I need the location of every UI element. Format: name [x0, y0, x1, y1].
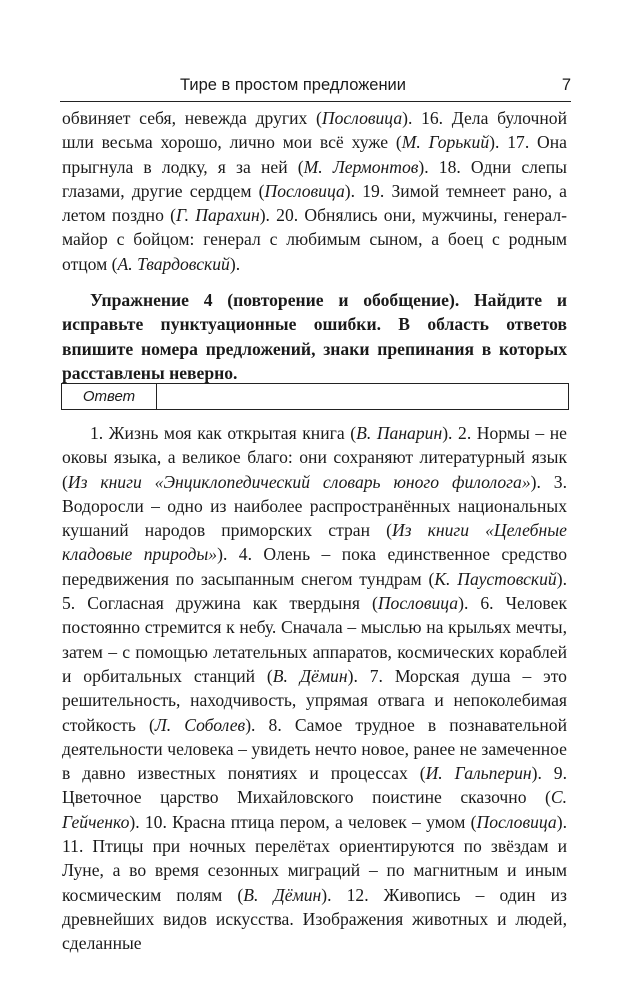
text-segment: ). 10. Красна птица пером, а человек – умом (: [129, 811, 477, 832]
citation-source: Г. Парахин: [175, 205, 260, 226]
answer-label: Ответ: [62, 384, 157, 409]
header-rule: [60, 101, 571, 102]
text-segment: ).: [229, 253, 241, 274]
text-segment: ). 12. Живопись – один из древнейших видов искусства. Изображения животных и людей, сделанные: [62, 884, 567, 954]
page-number: 7: [561, 76, 571, 94]
text-segment: ). 7. Морская душа – это решительность, находчивость, упрямая отвага и непоколебимая стойкость (: [62, 665, 567, 735]
answer-field[interactable]: [157, 384, 568, 409]
exercise-sentences: [62, 421, 567, 956]
citation-source: Пословица: [264, 180, 345, 201]
text-segment: ). 11. Птицы при ночных перелётах ориентируются по звёздам и Луне, а во время сезонных миграций – по магнитным и иным космическим полям (: [62, 811, 567, 905]
running-head-title: Тире в простом предложении: [180, 76, 406, 94]
text-segment: ). 4. Олень – пока единственное средство передвижения по засыпанным снегом тундрам (: [62, 544, 567, 589]
text-segment: 1. Жизнь моя как открытая книга (: [90, 423, 357, 443]
exercise-instruction: Упражнение 4 (повторение и обобщение). Найдите и исправьте пунктуационные ошибки. В область ответов впишите номера предложений, знаки препинания в которых расставлены неверно.: [62, 290, 567, 383]
text-segment: ). 6. Человек постоянно стремится к небу. Сначала – мыслью на крыльях мечты, затем – с помощью летательных аппаратов, космических кораблей и орбитальных станций (: [62, 593, 567, 686]
text-segment: ). 2. Нормы – не оковы языка, а великое благо: они сохраняют литературный язык (: [62, 423, 567, 492]
citation-source: М. Горький: [401, 132, 490, 153]
citation-source: Из книги «Целебные кладовые природы»: [62, 520, 567, 565]
running-header: [60, 76, 571, 98]
text-segment: ). 16. Дела булочной шли весьма хорошо, лично мои всё хуже (: [62, 108, 567, 153]
citation-source: М. Лермонтов: [303, 156, 419, 177]
text-segment: ). 8. Самое трудное в познавательной деятельности человека – увидеть нечто новое, ранее не замеченное в давно известных понятиях и процессах (: [62, 714, 567, 784]
text-segment: ). 19. Зимой темнеет рано, а летом поздно (: [62, 180, 567, 226]
citation-source: Пословица: [476, 811, 557, 832]
citation-source: Из книги «Энциклопедический словарь юного филолога»: [67, 471, 531, 492]
answer-box: [61, 383, 569, 410]
citation-source: С. Гейченко: [62, 787, 567, 832]
citation-source: Л. Соболев: [154, 714, 246, 735]
citation-source: А. Твардовский: [117, 253, 230, 274]
text-segment: ). 5. Согласная дружина как твердыня (: [62, 568, 567, 614]
citation-source: В. Дёмин: [243, 884, 322, 905]
text-segment: ). 18. Одни слепы глазами, другие сердцем (: [62, 156, 567, 201]
text-segment: ). 3. Водоросли – одно из наиболее распространённых национальных кушаний народов приморских стран (: [62, 471, 567, 541]
text-segment: обвиняет себя, невежда других (: [62, 108, 322, 128]
citation-source: В. Панарин: [356, 423, 443, 443]
citation-source: В. Дёмин: [272, 665, 348, 686]
continued-text: [62, 106, 567, 276]
citation-source: И. Гальперин: [425, 763, 532, 784]
citation-source: Пословица: [321, 108, 403, 128]
text-segment: ). 17. Она прыгнула в лодку, я за ней (: [62, 132, 567, 177]
text-segment: ). 9. Цветочное царство Михайловского поистине сказочно (: [62, 763, 567, 808]
citation-source: Пословица: [377, 593, 459, 614]
text-segment: ). 20. Обнялись они, мужчины, генерал-майор с бойцом: генерал с любимым сыном, а боец с родным отцом (: [62, 205, 567, 274]
citation-source: К. Паустовский: [434, 568, 557, 589]
